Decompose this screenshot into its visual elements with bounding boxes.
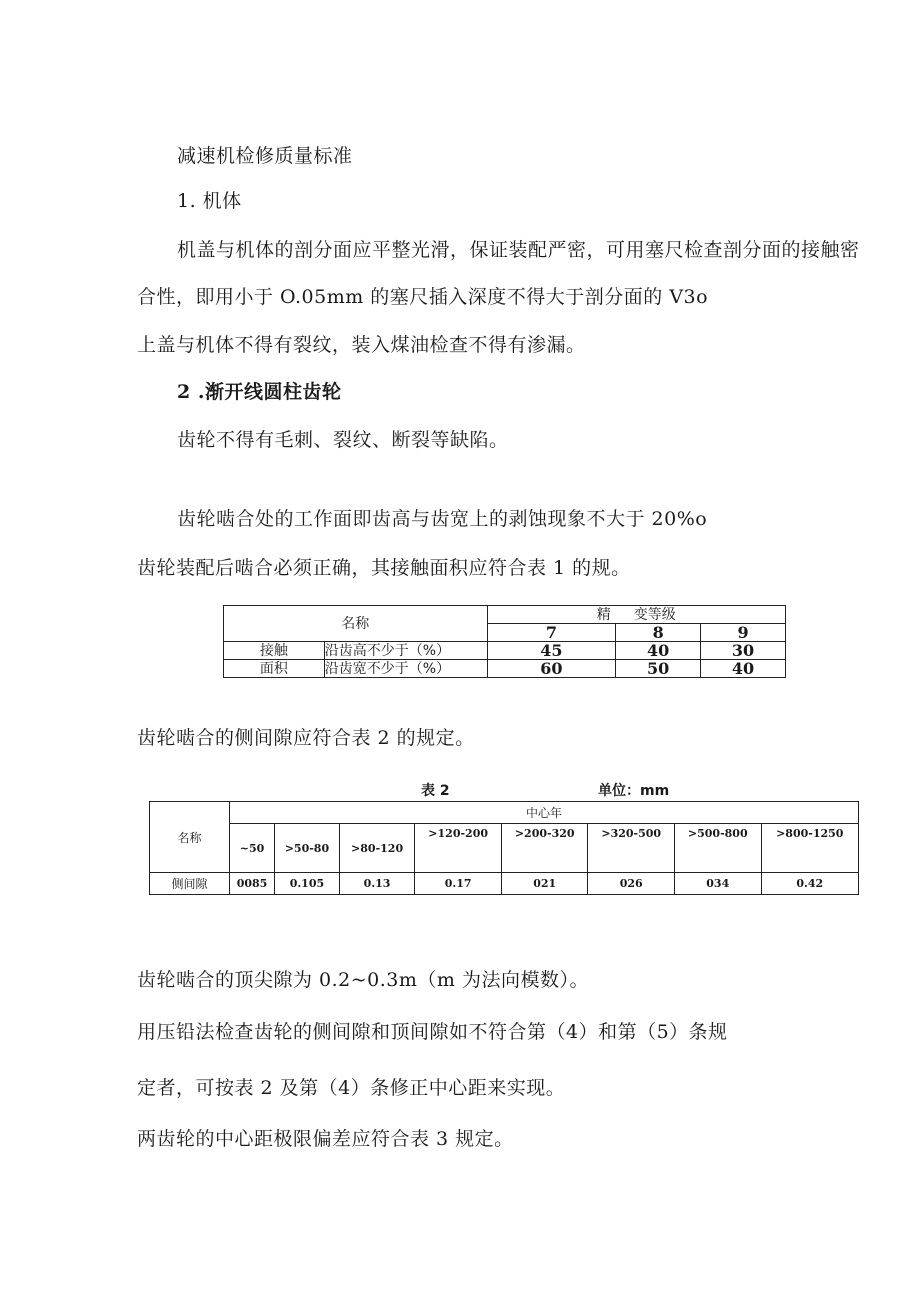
grade-8: 8 [616,624,701,642]
contact-area-table [223,605,786,678]
table2-group-header: 中心年 [230,802,859,824]
paragraph: 上盖与机体不得有裂纹，装入煤油检查不得有渗漏。 [137,334,586,356]
table-cell: 50 [616,660,701,678]
paragraph: 定者，可按表 2 及第（4）条修正中心距来实现。 [137,1077,566,1099]
table-cell: 40 [616,642,701,660]
grade-header-part: 变等级 [633,606,676,623]
table-cell: 60 [487,660,616,678]
range-header: >80-120 [339,824,415,873]
grade-7: 7 [487,624,616,642]
range-header: >200-320 [501,824,588,873]
side-clearance-table [149,801,859,895]
section-2-heading: 2 .渐开线圆柱齿轮 [177,381,342,403]
clearance-value: 0.42 [761,873,858,895]
clearance-value: 0085 [230,873,275,895]
table-cell: 30 [701,642,786,660]
clearance-value: 0.13 [339,873,415,895]
row-label: 沿齿宽不少于（%） [324,660,487,678]
range-header: ~50 [230,824,275,873]
group-label: 接触 [224,642,325,660]
table1-grade-header [487,606,785,624]
paragraph: 齿轮啮合处的工作面即齿高与齿宽上的剥蚀现象不大于 20%o [177,508,708,530]
row-label: 沿齿高不少于（%） [324,642,487,660]
range-header: >500-800 [674,824,761,873]
grade-header-part: 精 [596,606,611,623]
table-cell: 45 [487,642,616,660]
clearance-value: 021 [501,873,588,895]
range-header: >50-80 [275,824,340,873]
document-title: 减速机检修质量标准 [177,145,353,167]
table-cell: 40 [701,660,786,678]
grade-9: 9 [701,624,786,642]
paragraph: 齿轮啮合的侧间隙应符合表 2 的规定。 [137,727,475,749]
paragraph: 齿轮不得有毛刺、裂纹、断裂等缺陷。 [177,429,509,451]
table1-name-header: 名称 [224,606,488,642]
paragraph: 两齿轮的中心距极限偏差应符合表 3 规定。 [137,1128,514,1150]
clearance-value: 026 [588,873,675,895]
clearance-value: 0.105 [275,873,340,895]
table2-caption: 表 2 [421,783,450,799]
table2-row-label: 侧间隙 [150,873,230,895]
paragraph: 合性，即用小于 O.05mm 的塞尺插入深度不得大于剖分面的 V3o [137,286,709,308]
table2-name-header: 名称 [150,802,230,873]
paragraph: 用压铅法检查齿轮的侧间隙和顶间隙如不符合第（4）和第（5）条规 [137,1021,728,1043]
group-label: 面积 [224,660,325,678]
section-1-heading: 1. 机体 [177,190,242,212]
paragraph: 齿轮啮合的顶尖隙为 0.2~0.3m（m 为法向模数）。 [137,969,589,991]
table2-unit: 单位：mm [598,783,670,799]
paragraph: 机盖与机体的剖分面应平整光滑，保证装配严密，可用塞尺检查剖分面的接触密 [177,239,860,261]
clearance-value: 034 [674,873,761,895]
paragraph: 齿轮装配后啮合必须正确，其接触面积应符合表 1 的规。 [137,557,631,579]
range-header: >320-500 [588,824,675,873]
range-header: >120-200 [415,824,502,873]
clearance-value: 0.17 [415,873,502,895]
range-header: >800-1250 [761,824,858,873]
